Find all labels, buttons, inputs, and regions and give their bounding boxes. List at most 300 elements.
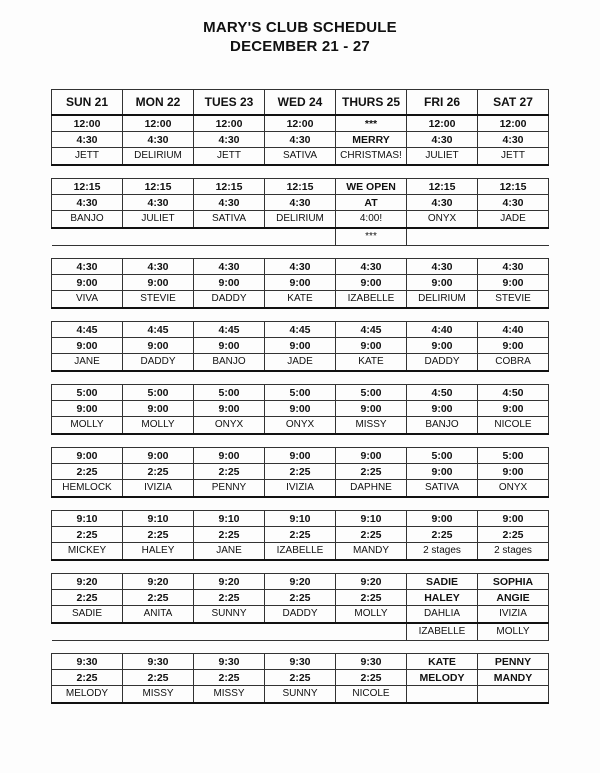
shift-end-cell: 4:30: [265, 132, 336, 148]
spacer-cell: [52, 497, 123, 511]
shift-end-cell: 4:30: [478, 132, 549, 148]
shift-start-cell: 5:00: [478, 448, 549, 464]
spacer-cell: [123, 246, 194, 259]
shift-end-cell: 2:25: [336, 464, 407, 480]
spacer-cell: [194, 246, 265, 259]
shift-names-cell: DELIRIUM: [407, 291, 478, 309]
shift-start-cell: 9:20: [265, 574, 336, 590]
shift-names-cell: JADE: [478, 211, 549, 229]
extra-row: [52, 228, 549, 246]
end-time-row: [52, 338, 549, 354]
shift-end-cell: 2:25: [265, 527, 336, 543]
spacer-cell: [123, 560, 194, 574]
shift-end-cell: 9:00: [52, 338, 123, 354]
performer-row: [52, 417, 549, 435]
shift-end-cell: 2:25: [123, 670, 194, 686]
shift-start-cell: 9:20: [194, 574, 265, 590]
end-time-row: [52, 195, 549, 211]
shift-end-cell: 9:00: [123, 338, 194, 354]
spacer-cell: [478, 434, 549, 448]
shift-names-cell: VIVA: [52, 291, 123, 309]
shift-end-cell: 9:00: [265, 338, 336, 354]
shift-end-cell: MELODY: [407, 670, 478, 686]
shift-start-cell: 4:30: [52, 259, 123, 275]
shift-names-cell: ONYX: [478, 480, 549, 498]
performer-row: [52, 606, 549, 624]
day-header: WED 24: [265, 90, 336, 116]
performer-row: [52, 480, 549, 498]
shift-extra-cell: [265, 623, 336, 641]
spacer-cell: [265, 560, 336, 574]
shift-start-cell: 9:30: [123, 654, 194, 670]
shift-names-cell: DADDY: [123, 354, 194, 372]
shift-names-cell: MISSY: [194, 686, 265, 704]
spacer-cell: [478, 560, 549, 574]
shift-start-cell: 4:30: [478, 259, 549, 275]
shift-names-cell: [478, 686, 549, 704]
shift-end-cell: 9:00: [478, 338, 549, 354]
shift-start-cell: 12:15: [407, 179, 478, 195]
shift-start-cell: 9:00: [194, 448, 265, 464]
schedule-body: [52, 115, 549, 703]
spacer-cell: [52, 560, 123, 574]
shift-names-cell: PENNY: [194, 480, 265, 498]
spacer-row: [52, 246, 549, 259]
shift-names-cell: KATE: [265, 291, 336, 309]
spacer-cell: [407, 497, 478, 511]
shift-extra-cell: [194, 623, 265, 641]
spacer-cell: [194, 165, 265, 179]
shift-start-cell: 4:45: [265, 322, 336, 338]
shift-names-cell: MOLLY: [123, 417, 194, 435]
spacer-cell: [123, 434, 194, 448]
page-subtitle: DECEMBER 21 - 27: [230, 38, 370, 55]
shift-extra-cell: [407, 228, 478, 246]
shift-end-cell: 2:25: [407, 527, 478, 543]
spacer-cell: [265, 434, 336, 448]
shift-end-cell: 4:30: [52, 195, 123, 211]
shift-start-cell: KATE: [407, 654, 478, 670]
spacer-cell: [194, 497, 265, 511]
shift-names-cell: JANE: [194, 543, 265, 561]
shift-end-cell: 2:25: [52, 527, 123, 543]
shift-start-cell: 4:45: [52, 322, 123, 338]
shift-end-cell: 9:00: [478, 401, 549, 417]
shift-end-cell: 9:00: [336, 338, 407, 354]
shift-start-cell: 12:15: [52, 179, 123, 195]
shift-start-cell: 12:00: [407, 115, 478, 132]
shift-start-cell: 4:30: [336, 259, 407, 275]
shift-end-cell: 4:30: [478, 195, 549, 211]
shift-start-cell: 9:10: [265, 511, 336, 527]
shift-names-cell: JULIET: [123, 211, 194, 229]
spacer-cell: [407, 246, 478, 259]
shift-names-cell: IVIZIA: [265, 480, 336, 498]
shift-names-cell: HALEY: [123, 543, 194, 561]
shift-end-cell: 9:00: [407, 464, 478, 480]
shift-end-cell: 4:30: [123, 195, 194, 211]
shift-names-cell: IZABELLE: [265, 543, 336, 561]
shift-end-cell: 4:30: [194, 195, 265, 211]
shift-end-cell: 9:00: [265, 401, 336, 417]
start-time-row: [52, 448, 549, 464]
shift-end-cell: 2:25: [194, 464, 265, 480]
shift-end-cell: 4:30: [265, 195, 336, 211]
shift-start-cell: 12:15: [194, 179, 265, 195]
shift-start-cell: 12:15: [478, 179, 549, 195]
shift-names-cell: SATIVA: [265, 148, 336, 166]
shift-end-cell: 2:25: [336, 670, 407, 686]
spacer-cell: [336, 641, 407, 654]
shift-names-cell: 2 stages: [407, 543, 478, 561]
shift-start-cell: 5:00: [52, 385, 123, 401]
spacer-cell: [265, 641, 336, 654]
shift-start-cell: 5:00: [123, 385, 194, 401]
shift-names-cell: 2 stages: [478, 543, 549, 561]
shift-names-cell: MANDY: [336, 543, 407, 561]
shift-end-cell: 4:30: [407, 132, 478, 148]
start-time-row: [52, 511, 549, 527]
start-time-row: [52, 322, 549, 338]
spacer-cell: [407, 165, 478, 179]
shift-start-cell: 12:15: [265, 179, 336, 195]
shift-start-cell: 12:15: [123, 179, 194, 195]
shift-end-cell: 4:30: [407, 195, 478, 211]
shift-start-cell: 9:30: [194, 654, 265, 670]
shift-end-cell: 4:30: [123, 132, 194, 148]
shift-names-cell: JETT: [52, 148, 123, 166]
spacer-cell: [336, 560, 407, 574]
spacer-cell: [407, 641, 478, 654]
shift-start-cell: 4:40: [407, 322, 478, 338]
spacer-cell: [336, 434, 407, 448]
spacer-cell: [194, 560, 265, 574]
spacer-cell: [478, 497, 549, 511]
spacer-cell: [336, 246, 407, 259]
shift-names-cell: JETT: [194, 148, 265, 166]
shift-end-cell: 2:25: [52, 590, 123, 606]
shift-end-cell: 2:25: [52, 670, 123, 686]
spacer-cell: [52, 434, 123, 448]
shift-end-cell: 2:25: [52, 464, 123, 480]
shift-end-cell: 9:00: [336, 401, 407, 417]
shift-end-cell: MERRY: [336, 132, 407, 148]
spacer-row: [52, 308, 549, 322]
shift-extra-cell: [478, 228, 549, 246]
shift-start-cell: 4:45: [194, 322, 265, 338]
spacer-row: [52, 497, 549, 511]
shift-names-cell: DADDY: [407, 354, 478, 372]
spacer-row: [52, 434, 549, 448]
shift-end-cell: 2:25: [123, 527, 194, 543]
day-header: FRI 26: [407, 90, 478, 116]
shift-start-cell: 9:30: [265, 654, 336, 670]
shift-names-cell: BANJO: [194, 354, 265, 372]
spacer-cell: [52, 246, 123, 259]
shift-names-cell: MISSY: [336, 417, 407, 435]
spacer-cell: [52, 641, 123, 654]
schedule-table: [51, 89, 549, 704]
shift-end-cell: AT: [336, 195, 407, 211]
shift-start-cell: 4:45: [336, 322, 407, 338]
shift-end-cell: ANGIE: [478, 590, 549, 606]
shift-names-cell: NICOLE: [336, 686, 407, 704]
day-header: TUES 23: [194, 90, 265, 116]
shift-end-cell: 2:25: [194, 670, 265, 686]
shift-names-cell: COBRA: [478, 354, 549, 372]
shift-extra-cell: ***: [336, 228, 407, 246]
spacer-cell: [336, 308, 407, 322]
shift-start-cell: 9:00: [123, 448, 194, 464]
shift-start-cell: WE OPEN: [336, 179, 407, 195]
shift-names-cell: CHRISTMAS!: [336, 148, 407, 166]
performer-row: [52, 686, 549, 704]
spacer-cell: [52, 308, 123, 322]
shift-end-cell: 4:30: [194, 132, 265, 148]
end-time-row: [52, 464, 549, 480]
spacer-cell: [194, 641, 265, 654]
spacer-cell: [123, 497, 194, 511]
shift-names-cell: IVIZIA: [123, 480, 194, 498]
start-time-row: [52, 179, 549, 195]
start-time-row: [52, 574, 549, 590]
shift-names-cell: SUNNY: [265, 686, 336, 704]
shift-names-cell: SATIVA: [194, 211, 265, 229]
shift-names-cell: DADDY: [194, 291, 265, 309]
shift-start-cell: 4:50: [407, 385, 478, 401]
end-time-row: [52, 590, 549, 606]
shift-names-cell: ONYX: [265, 417, 336, 435]
shift-extra-cell: [52, 228, 123, 246]
shift-start-cell: 5:00: [194, 385, 265, 401]
shift-end-cell: 9:00: [336, 275, 407, 291]
shift-end-cell: 9:00: [194, 338, 265, 354]
spacer-row: [52, 371, 549, 385]
shift-end-cell: 9:00: [407, 401, 478, 417]
shift-end-cell: 2:25: [194, 590, 265, 606]
shift-start-cell: SOPHIA: [478, 574, 549, 590]
shift-names-cell: STEVIE: [123, 291, 194, 309]
start-time-row: [52, 259, 549, 275]
shift-extra-cell: [265, 228, 336, 246]
shift-start-cell: 9:30: [336, 654, 407, 670]
spacer-cell: [336, 371, 407, 385]
shift-names-cell: ONYX: [407, 211, 478, 229]
day-header-row: [52, 90, 549, 116]
shift-start-cell: ***: [336, 115, 407, 132]
shift-start-cell: 4:30: [194, 259, 265, 275]
spacer-cell: [478, 165, 549, 179]
spacer-cell: [52, 165, 123, 179]
performer-row: [52, 354, 549, 372]
shift-end-cell: 2:25: [336, 527, 407, 543]
shift-names-cell: BANJO: [52, 211, 123, 229]
performer-row: [52, 148, 549, 166]
shift-start-cell: 5:00: [336, 385, 407, 401]
spacer-cell: [407, 560, 478, 574]
shift-names-cell: IZABELLE: [336, 291, 407, 309]
spacer-cell: [407, 434, 478, 448]
shift-names-cell: JANE: [52, 354, 123, 372]
shift-names-cell: MOLLY: [52, 417, 123, 435]
shift-start-cell: 5:00: [265, 385, 336, 401]
day-header: THURS 25: [336, 90, 407, 116]
shift-names-cell: DAHLIA: [407, 606, 478, 624]
shift-start-cell: 9:00: [265, 448, 336, 464]
shift-extra-cell: [194, 228, 265, 246]
shift-start-cell: 9:30: [52, 654, 123, 670]
extra-row: [52, 623, 549, 641]
shift-names-cell: 4:00!: [336, 211, 407, 229]
spacer-cell: [123, 641, 194, 654]
spacer-row: [52, 165, 549, 179]
shift-start-cell: 4:30: [265, 259, 336, 275]
shift-start-cell: 9:10: [52, 511, 123, 527]
spacer-cell: [478, 246, 549, 259]
shift-names-cell: BANJO: [407, 417, 478, 435]
spacer-row: [52, 641, 549, 654]
spacer-cell: [194, 308, 265, 322]
shift-names-cell: SATIVA: [407, 480, 478, 498]
shift-start-cell: 12:00: [265, 115, 336, 132]
shift-end-cell: 9:00: [52, 401, 123, 417]
spacer-row: [52, 560, 549, 574]
shift-names-cell: KATE: [336, 354, 407, 372]
shift-names-cell: ANITA: [123, 606, 194, 624]
shift-start-cell: 4:40: [478, 322, 549, 338]
spacer-cell: [478, 641, 549, 654]
shift-start-cell: 9:10: [336, 511, 407, 527]
shift-end-cell: 2:25: [265, 670, 336, 686]
shift-start-cell: 4:45: [123, 322, 194, 338]
shift-names-cell: DELIRIUM: [265, 211, 336, 229]
spacer-cell: [407, 371, 478, 385]
end-time-row: [52, 132, 549, 148]
shift-start-cell: 9:20: [336, 574, 407, 590]
spacer-cell: [265, 165, 336, 179]
day-header: SUN 21: [52, 90, 123, 116]
page-title: MARY'S CLUB SCHEDULE: [203, 19, 397, 36]
shift-end-cell: 9:00: [52, 275, 123, 291]
day-header: MON 22: [123, 90, 194, 116]
shift-end-cell: 9:00: [123, 401, 194, 417]
shift-names-cell: MELODY: [52, 686, 123, 704]
shift-names-cell: MISSY: [123, 686, 194, 704]
shift-extra-cell: MOLLY: [478, 623, 549, 641]
shift-end-cell: 9:00: [265, 275, 336, 291]
spacer-cell: [123, 308, 194, 322]
performer-row: [52, 543, 549, 561]
shift-start-cell: PENNY: [478, 654, 549, 670]
end-time-row: [52, 527, 549, 543]
shift-end-cell: HALEY: [407, 590, 478, 606]
shift-end-cell: 2:25: [336, 590, 407, 606]
shift-extra-cell: [336, 623, 407, 641]
start-time-row: [52, 115, 549, 132]
shift-start-cell: 9:00: [52, 448, 123, 464]
shift-names-cell: JULIET: [407, 148, 478, 166]
shift-start-cell: 12:00: [478, 115, 549, 132]
shift-end-cell: 2:25: [265, 464, 336, 480]
spacer-cell: [123, 371, 194, 385]
shift-names-cell: DELIRIUM: [123, 148, 194, 166]
spacer-cell: [478, 308, 549, 322]
shift-start-cell: 9:00: [407, 511, 478, 527]
shift-end-cell: 4:30: [52, 132, 123, 148]
spacer-cell: [194, 371, 265, 385]
shift-start-cell: 9:20: [52, 574, 123, 590]
spacer-cell: [336, 497, 407, 511]
spacer-cell: [265, 371, 336, 385]
spacer-cell: [194, 434, 265, 448]
spacer-cell: [123, 165, 194, 179]
shift-names-cell: NICOLE: [478, 417, 549, 435]
end-time-row: [52, 670, 549, 686]
end-time-row: [52, 401, 549, 417]
shift-end-cell: 2:25: [123, 464, 194, 480]
shift-names-cell: SADIE: [52, 606, 123, 624]
shift-end-cell: 2:25: [123, 590, 194, 606]
shift-names-cell: DADDY: [265, 606, 336, 624]
shift-names-cell: MOLLY: [336, 606, 407, 624]
shift-start-cell: 9:20: [123, 574, 194, 590]
shift-end-cell: 9:00: [123, 275, 194, 291]
shift-start-cell: 4:30: [407, 259, 478, 275]
shift-names-cell: IVIZIA: [478, 606, 549, 624]
shift-extra-cell: [123, 228, 194, 246]
shift-names-cell: MICKEY: [52, 543, 123, 561]
shift-end-cell: 9:00: [407, 275, 478, 291]
shift-end-cell: MANDY: [478, 670, 549, 686]
end-time-row: [52, 275, 549, 291]
shift-end-cell: 9:00: [478, 464, 549, 480]
shift-extra-cell: [123, 623, 194, 641]
spacer-cell: [265, 246, 336, 259]
day-header: SAT 27: [478, 90, 549, 116]
shift-start-cell: 9:10: [123, 511, 194, 527]
shift-extra-cell: [52, 623, 123, 641]
spacer-cell: [336, 165, 407, 179]
spacer-cell: [52, 371, 123, 385]
shift-names-cell: SUNNY: [194, 606, 265, 624]
shift-start-cell: 9:00: [478, 511, 549, 527]
shift-names-cell: STEVIE: [478, 291, 549, 309]
shift-names-cell: ONYX: [194, 417, 265, 435]
shift-names-cell: [407, 686, 478, 704]
shift-start-cell: 9:10: [194, 511, 265, 527]
shift-names-cell: HEMLOCK: [52, 480, 123, 498]
shift-start-cell: 4:50: [478, 385, 549, 401]
shift-end-cell: 2:25: [194, 527, 265, 543]
shift-names-cell: JETT: [478, 148, 549, 166]
shift-start-cell: 12:00: [194, 115, 265, 132]
shift-end-cell: 2:25: [265, 590, 336, 606]
spacer-cell: [265, 497, 336, 511]
shift-start-cell: 9:00: [336, 448, 407, 464]
spacer-cell: [407, 308, 478, 322]
spacer-cell: [478, 371, 549, 385]
shift-start-cell: 12:00: [123, 115, 194, 132]
shift-names-cell: DAPHNE: [336, 480, 407, 498]
performer-row: [52, 291, 549, 309]
shift-names-cell: JADE: [265, 354, 336, 372]
shift-start-cell: 5:00: [407, 448, 478, 464]
shift-end-cell: 2:25: [478, 527, 549, 543]
performer-row: [52, 211, 549, 229]
shift-end-cell: 9:00: [194, 401, 265, 417]
start-time-row: [52, 654, 549, 670]
shift-end-cell: 9:00: [478, 275, 549, 291]
